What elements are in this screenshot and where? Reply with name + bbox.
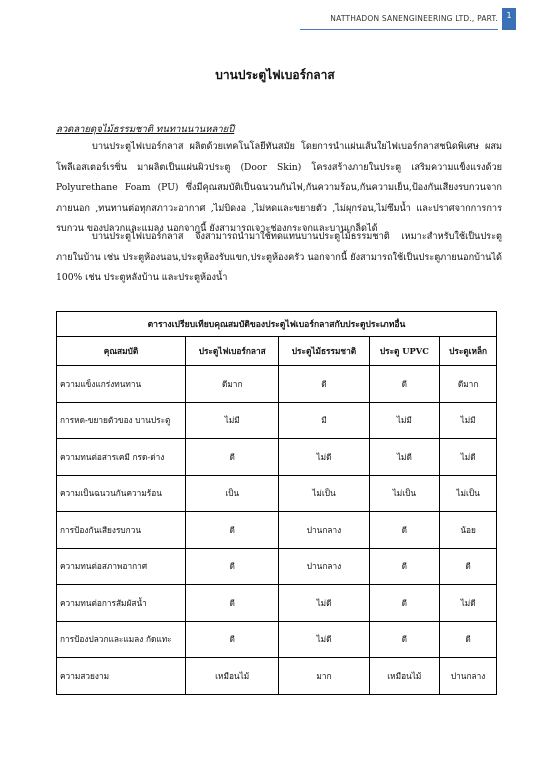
value-cell: ดี — [186, 512, 279, 549]
table-caption: ตารางเปรียบเทียบคุณสมบัติของประตูไฟเบอร์กลาสกับประตูประเภทอื่น — [57, 312, 497, 337]
table-body — [57, 366, 497, 695]
value-cell: เป็น — [186, 475, 279, 512]
value-cell: ดี — [369, 548, 440, 585]
subheading: ลวดลายดุจไม้ธรรมชาติ ทนทานนานหลายปี — [56, 124, 235, 135]
paragraph-1: บานประตูไฟเบอร์กลาส ผลิตด้วยเทคโนโลยีทันสมัย โดยการนำแผ่นเส้นใยไฟเบอร์กลาสชนิดพิเศษ ผสมโพลีเอสเตอร์เรซิ่น มาผลิตเป็นแผ่นผิวประตู (Door Skin) โครงสร้างภายในประตู เสริมความแข็งแรงด้วย Polyurethane Foam (PU) ซึ่งมีคุณสมบัติเป็นฉนวนกันไฟ,กันความร้อน,กันความเย็น,ป้องกันเสียงรบกวนจากภายนอก ,ทนทานต่อทุกสภาวะอากาศ ,ไม่บิดงอ ,ไม่หดและขยายตัว ,ไม่ผุกร่อน,ไม่ซึมน้ำ และปราศจากการการรบกวน ของปลวกและแมลง นอกจากนี้ ยังสามารถเจาะช่องกระจกและบานเกล็ดได้ — [56, 141, 502, 234]
value-cell: น้อย — [440, 512, 497, 549]
value-cell: ดี — [440, 548, 497, 585]
page-number: 1 — [502, 8, 516, 30]
value-cell: ไม่ดี — [369, 439, 440, 476]
property-cell: ความทนต่อการสัมผัสน้ำ — [57, 585, 186, 622]
property-cell: ความทนต่อสภาพอากาศ — [57, 548, 186, 585]
column-header: ประตูไม้ธรรมชาติ — [279, 337, 369, 366]
table-caption-row — [57, 312, 497, 337]
property-cell: ความทนต่อสารเคมี กรด-ด่าง — [57, 439, 186, 476]
value-cell: ไม่เป็น — [369, 475, 440, 512]
page-title: บานประตูไฟเบอร์กลาส — [215, 68, 335, 82]
value-cell: ดี — [440, 621, 497, 658]
table-row — [57, 439, 497, 476]
value-cell: ดี — [186, 621, 279, 658]
value-cell: มาก — [279, 658, 369, 695]
value-cell: ไม่ดี — [440, 439, 497, 476]
table-row — [57, 621, 497, 658]
value-cell: ปานกลาง — [279, 512, 369, 549]
property-cell: ความแข็งแกร่งทนทาน — [57, 366, 186, 403]
value-cell: ไม่ดี — [440, 585, 497, 622]
value-cell: เหมือนไม้ — [186, 658, 279, 695]
value-cell: ไม่ดี — [279, 439, 369, 476]
value-cell: ไม่มี — [186, 402, 279, 439]
table-row — [57, 475, 497, 512]
property-cell: ความสวยงาม — [57, 658, 186, 695]
value-cell: ไม่มี — [440, 402, 497, 439]
property-cell: การหด-ขยายตัวของ บานประตู — [57, 402, 186, 439]
paragraph-2: บานประตูไฟเบอร์กลาส จึงสามารถนำมาใช้ทดแทนบานประตูไม้ธรรมชาติ เหมาะสำหรับใช้เป็นประตูภายในบ้าน เช่น ประตูห้องนอน,ประตูห้องรับแขก,ประตูห้องครัว นอกจากนี้ ยังสามารถใช้เป็นประตูภายนอกบ้านได้ 100% เช่น ประตูหลังบ้าน และประตูห้องน้ำ — [56, 231, 502, 283]
value-cell: ไม่ดี — [279, 621, 369, 658]
value-cell: มี — [279, 402, 369, 439]
value-cell: ปานกลาง — [279, 548, 369, 585]
value-cell: ไม่เป็น — [279, 475, 369, 512]
value-cell: ไม่มี — [369, 402, 440, 439]
value-cell: ดีมาก — [440, 366, 497, 403]
value-cell: เหมือนไม้ — [369, 658, 440, 695]
value-cell: ดี — [279, 366, 369, 403]
property-cell: ความเป็นฉนวนกันความร้อน — [57, 475, 186, 512]
column-header: คุณสมบัติ — [57, 337, 186, 366]
column-header: ประตูไฟเบอร์กลาส — [186, 337, 279, 366]
value-cell: ไม่ดี — [279, 585, 369, 622]
value-cell: ปานกลาง — [440, 658, 497, 695]
property-cell: การป้องกันเสียงรบกวน — [57, 512, 186, 549]
header-rule — [300, 29, 498, 30]
column-header: ประตู UPVC — [369, 337, 440, 366]
table-row — [57, 366, 497, 403]
value-cell: ดี — [369, 585, 440, 622]
value-cell: ดี — [186, 548, 279, 585]
value-cell: ดี — [186, 585, 279, 622]
table-row — [57, 585, 497, 622]
value-cell: ดีมาก — [186, 366, 279, 403]
table-header-row — [57, 337, 497, 366]
column-header: ประตูเหล็ก — [440, 337, 497, 366]
value-cell: ไม่เป็น — [440, 475, 497, 512]
comparison-table — [56, 311, 497, 695]
page-header — [0, 8, 550, 30]
value-cell: ดี — [369, 621, 440, 658]
table-row — [57, 548, 497, 585]
company-name: NATTHADON SANENGINEERING LTD., PART. — [330, 14, 498, 23]
property-cell: การป้องปลวกและแมลง กัดแทะ — [57, 621, 186, 658]
table-row — [57, 402, 497, 439]
table-row — [57, 512, 497, 549]
value-cell: ดี — [186, 439, 279, 476]
value-cell: ดี — [369, 512, 440, 549]
value-cell: ดี — [369, 366, 440, 403]
table-row — [57, 658, 497, 695]
